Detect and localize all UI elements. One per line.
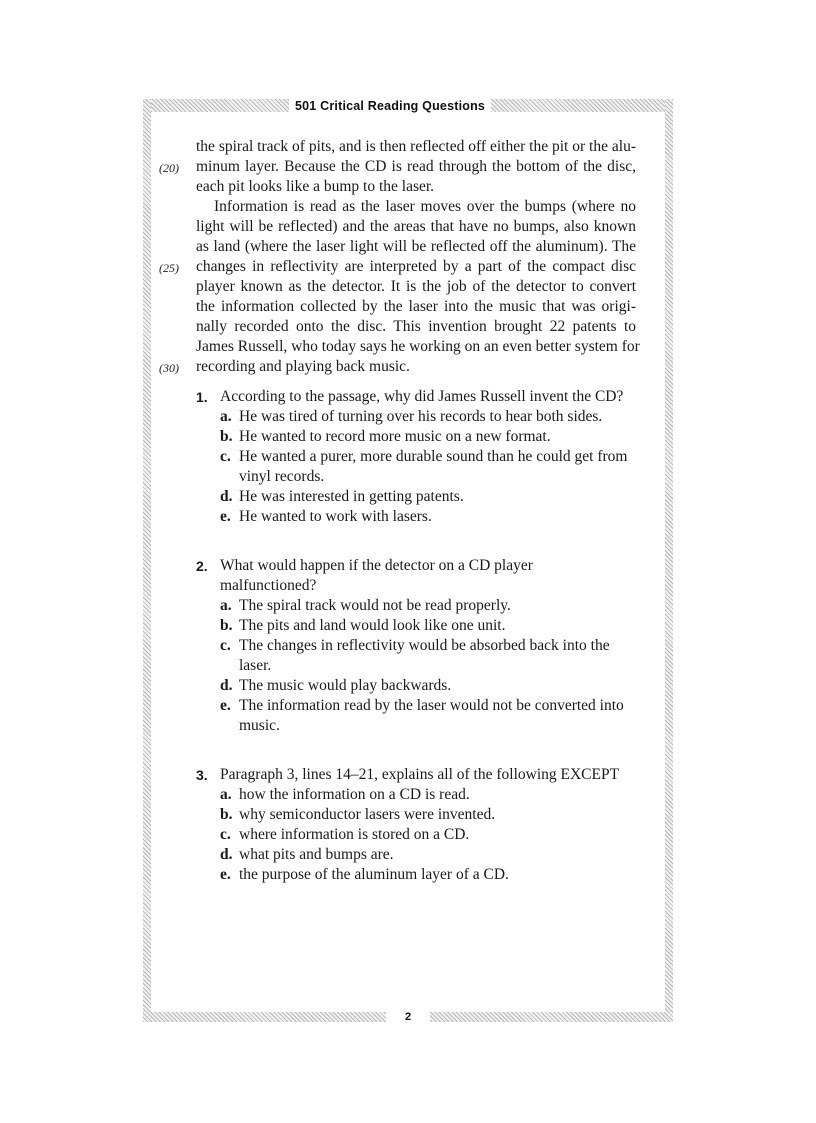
choice-text: why semiconductor lasers were invented.: [239, 806, 496, 823]
passage-line-text: recording and playing back music.: [196, 358, 410, 375]
choice-letter: a.: [220, 786, 232, 803]
choice-text-continued: laser.: [239, 657, 272, 674]
choice-text: The music would play backwards.: [239, 677, 452, 694]
choice-text: He was interested in getting patents.: [239, 488, 464, 505]
passage-line: [196, 137, 636, 157]
passage-line: [196, 337, 640, 357]
passage-line-text: as land (where the laser light will be reflected off the aluminum). The: [196, 238, 636, 255]
answer-choice-e[interactable]: [196, 865, 636, 885]
choice-text-continued: music.: [239, 717, 280, 734]
spacer: [196, 736, 636, 755]
line-number: (20): [159, 161, 179, 175]
passage-line: [159, 257, 636, 277]
choice-letter: c.: [220, 637, 231, 654]
choice-letter: d.: [220, 677, 233, 694]
passage-line: [196, 177, 636, 197]
choice-letter: a.: [220, 408, 232, 425]
passage-line-text: the spiral track of pits, and is then reflected off either the pit or the alu-: [196, 138, 636, 155]
passage-line: [159, 157, 636, 177]
page-number: 2: [386, 1007, 430, 1027]
running-header: 501 Critical Reading Questions: [289, 98, 491, 114]
choice-text: The spiral track would not be read properly.: [239, 597, 511, 614]
answer-choice-d[interactable]: [196, 676, 636, 696]
passage-line-text: each pit looks like a bump to the laser.: [196, 178, 435, 195]
question-number: 2.: [196, 558, 208, 574]
spacer: [196, 527, 636, 546]
choice-text: He wanted to record more music on a new format.: [239, 428, 551, 445]
choice-letter: e.: [220, 866, 231, 883]
passage-line-text: player known as the detector. It is the job of the detector to convert: [196, 278, 636, 295]
answer-choice-b[interactable]: [196, 805, 636, 825]
answer-choice-e[interactable]: [196, 696, 636, 716]
page-border-left: [143, 99, 151, 1022]
passage-line: [196, 297, 636, 317]
choice-text: what pits and bumps are.: [239, 846, 394, 863]
question-stem: [196, 387, 636, 407]
passage-line-text: changes in reflectivity are interpreted by a part of the compact disc: [196, 258, 636, 275]
choice-letter: d.: [220, 846, 233, 863]
question-2: [196, 556, 636, 736]
answer-choice-a[interactable]: [196, 785, 636, 805]
choice-letter: e.: [220, 508, 231, 525]
passage-line: [196, 317, 636, 337]
choice-text: where information is stored on a CD.: [239, 826, 470, 843]
answer-choice-c[interactable]: [196, 636, 636, 656]
choice-text-continued: vinyl records.: [239, 468, 325, 485]
question-text: Paragraph 3, lines 14–21, explains all of the following EXCEPT: [220, 766, 620, 783]
question-number: 3.: [196, 767, 208, 783]
answer-choice-c[interactable]: [196, 447, 636, 467]
passage: [159, 137, 640, 377]
question-1: [196, 387, 636, 527]
passage-line: [196, 197, 636, 217]
answer-choice-a[interactable]: [196, 407, 636, 427]
choice-text: He wanted a purer, more durable sound than he could get from: [239, 448, 628, 465]
answer-choice-d[interactable]: [196, 487, 636, 507]
choice-text: He wanted to work with lasers.: [239, 508, 432, 525]
answer-choice-b[interactable]: [196, 616, 636, 636]
passage-line: [159, 357, 636, 377]
choice-text: The information read by the laser would not be converted into: [239, 697, 624, 714]
page-border-right: [665, 99, 673, 1022]
answer-choice-a[interactable]: [196, 596, 636, 616]
question-stem: [196, 556, 636, 576]
choice-letter: e.: [220, 697, 231, 714]
passage-line: [196, 277, 636, 297]
choice-text: The pits and land would look like one unit.: [239, 617, 506, 634]
choice-text: He was tired of turning over his records to hear both sides.: [239, 408, 603, 425]
question-number: 1.: [196, 389, 208, 405]
answer-choice-b[interactable]: [196, 427, 636, 447]
passage-line-text: Information is read as the laser moves over the bumps (where no: [214, 198, 636, 215]
choice-text: the purpose of the aluminum layer of a CD.: [239, 866, 509, 883]
choice-letter: c.: [220, 448, 231, 465]
answer-choice-d[interactable]: [196, 845, 636, 865]
passage-line-text: James Russell, who today says he working on an even better system for: [196, 338, 640, 355]
passage-line: [196, 237, 636, 257]
choice-letter: a.: [220, 597, 232, 614]
choice-letter: d.: [220, 488, 233, 505]
choice-letter: b.: [220, 617, 233, 634]
answer-choice-c[interactable]: [196, 825, 636, 845]
passage-line: [196, 217, 636, 237]
passage-line-text: light will be reflected) and the areas that have no bumps, also known: [196, 218, 636, 235]
question-stem: [196, 765, 636, 785]
passage-line-text: the information collected by the laser into the music that was origi-: [196, 298, 636, 315]
answer-choice-e[interactable]: [196, 507, 636, 527]
choice-text: The changes in reflectivity would be absorbed back into the: [239, 637, 610, 654]
line-number: (25): [159, 261, 179, 275]
page-content: [159, 137, 640, 885]
passage-line-text: minum layer. Because the CD is read through the bottom of the disc,: [196, 158, 636, 175]
choice-letter: b.: [220, 806, 233, 823]
line-number: (30): [159, 361, 179, 375]
choice-letter: b.: [220, 428, 233, 445]
question-text: According to the passage, why did James Russell invent the CD?: [220, 388, 624, 405]
question-text: What would happen if the detector on a CD player: [220, 557, 533, 574]
choice-letter: c.: [220, 826, 231, 843]
passage-line-text: nally recorded onto the disc. This invention brought 22 patents to: [196, 318, 636, 335]
choice-text: how the information on a CD is read.: [239, 786, 470, 803]
question-text-continued: malfunctioned?: [220, 577, 317, 594]
question-3: [196, 765, 636, 885]
